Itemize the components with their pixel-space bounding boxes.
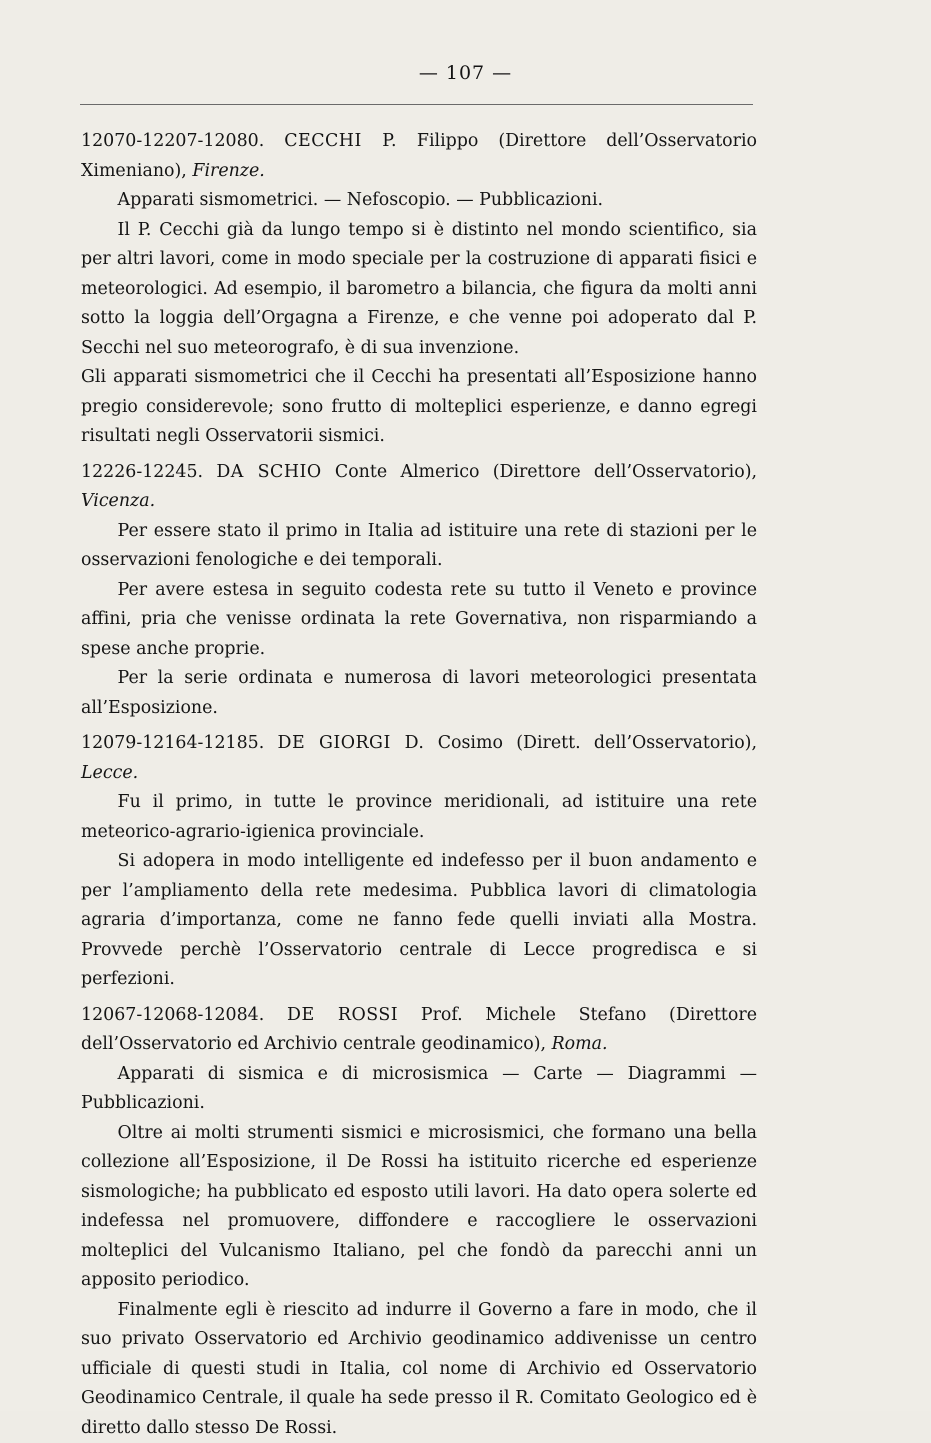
entry-paragraph: Per avere estesa in seguito codesta rete su tutto il Veneto e province affini, pria che venisse ordinata la rete Governativa, non risparmiando a spese anche proprie. <box>81 576 757 665</box>
entry-da-schio <box>81 458 757 724</box>
entry-name: DA SCHIO <box>216 462 321 482</box>
entry-name-rest: Conte Almerico (Direttore dell’Osservatorio), <box>322 462 757 482</box>
entry-paragraph: Apparati sismometrici. — Nefoscopio. — Pubblicazioni. <box>81 186 757 216</box>
header-rule <box>80 104 753 105</box>
entry-de-rossi <box>81 1001 757 1443</box>
entry-heading <box>81 127 757 186</box>
entry-paragraph: Il P. Cecchi già da lungo tempo si è distinto nel mondo scientifico, sia per altri lavori, come in modo speciale per la costruzione di apparati fisici e meteorologici. Ad esempio, il barometro a bilancia, che figura da molti anni sotto la loggia dell’Orgagna a Firenze, e che venne poi adoperato dal P. Secchi nel suo meteorografo, è di sua invenzione. <box>81 216 757 364</box>
entry-de-giorgi <box>81 729 757 995</box>
entry-place: Vicenza. <box>81 491 155 511</box>
entry-cecchi <box>81 127 757 452</box>
entry-name-rest: Prof. Michele Stefano (Direttore dell’Osservatorio ed Archivio centrale geodinamico), <box>81 1005 757 1055</box>
text-block <box>81 127 757 1443</box>
entry-number: 12079-12164-12185. <box>81 733 264 753</box>
page-number: — 107 — <box>0 62 931 84</box>
entry-paragraph: Apparati di sismica e di microsismica — Carte — Diagrammi — Pubblicazioni. <box>81 1060 757 1119</box>
entry-name-rest: Filippo (Direttore dell’Osservatorio Ximeniano), <box>81 131 757 181</box>
entry-place: Firenze. <box>192 161 264 181</box>
entry-number: 12067-12068-12084. <box>81 1005 264 1025</box>
entry-paragraph: Finalmente egli è riescito ad indurre il Governo a fare in modo, che il suo privato Osservatorio ed Archivio geodinamico addivenisse un centro ufficiale di questi studi in Italia, col nome di Archivio ed Osservatorio Geodinamico Centrale, il quale ha sede presso il R. Comitato Geologico ed è diretto dallo stesso De Rossi. <box>81 1296 757 1443</box>
entry-paragraph: Si adopera in modo intelligente ed indefesso per il buon andamento e per l’ampliamento della rete medesima. Pubblica lavori di climatologia agraria d’importanza, come ne fanno fede quelli inviati alla Mostra. Provvede perchè l’Osservatorio centrale di Lecce progredisca e si perfezioni. <box>81 847 757 995</box>
entry-paragraph: Per la serie ordinata e numerosa di lavori meteorologici presentata all’Esposizione. <box>81 664 757 723</box>
entry-paragraph: Per essere stato il primo in Italia ad istituire una rete di stazioni per le osservazioni fenologiche e dei temporali. <box>81 517 757 576</box>
entry-place: Roma. <box>552 1034 608 1054</box>
entry-name: DE ROSSI <box>287 1005 398 1025</box>
entry-number: 12070-12207-12080. <box>81 131 264 151</box>
entry-paragraph: Fu il primo, in tutte le province meridionali, ad istituire una rete meteorico-agrario-igienica provinciale. <box>81 788 757 847</box>
entry-name: DE GIORGI D. <box>278 733 425 753</box>
entry-heading <box>81 1001 757 1060</box>
entry-paragraph: Gli apparati sismometrici che il Cecchi ha presentati all’Esposizione hanno pregio considerevole; sono frutto di molteplici esperienze, e danno egregi risultati negli Osservatorii sismici. <box>81 363 757 452</box>
entry-name: CECCHI P. <box>284 131 397 151</box>
entry-name-rest: Cosimo (Dirett. dell’Osservatorio), <box>424 733 757 753</box>
entry-paragraph: Oltre ai molti strumenti sismici e microsismici, che formano una bella collezione all’Esposizione, il De Rossi ha istituito ricerche ed esperienze sismologiche; ha pubblicato ed esposto utili lavori. Ha dato opera solerte ed indefessa nel promuovere, diffondere e raccogliere le osservazioni molteplici del Vulcanismo Italiano, pel che fondò da parecchi anni un apposito periodico. <box>81 1119 757 1296</box>
entry-number: 12226-12245. <box>81 462 203 482</box>
entry-heading <box>81 729 757 788</box>
entry-heading <box>81 458 757 517</box>
entry-place: Lecce. <box>81 763 138 783</box>
